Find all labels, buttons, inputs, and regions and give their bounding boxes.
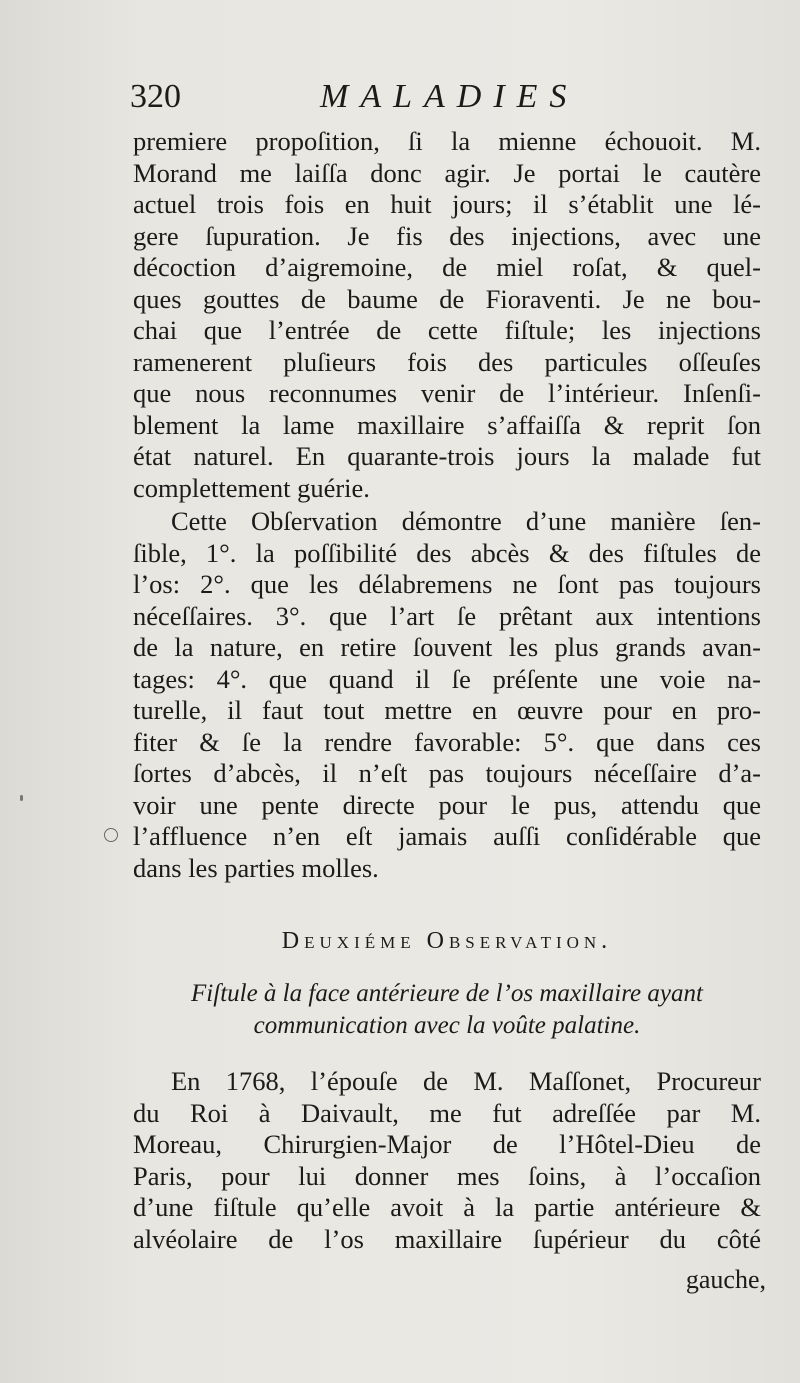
- text-line: Moreau, Chirurgien-Major de l’Hôtel-Dieu de: [133, 1129, 761, 1159]
- text-line: l’os: 2°. que les délabremens ne ſont pas toujours: [133, 569, 761, 599]
- text-line: fiter & ſe la rendre favorable: 5°. que dans ces: [133, 726, 761, 757]
- text-line: premiere propoſition, ſi la mienne échouoit. M.: [133, 126, 761, 156]
- running-title: MALADIES: [320, 78, 579, 115]
- text-line: ques gouttes de baume de Fioraventi. Je ne bou-: [133, 283, 761, 314]
- section-subtitle: [133, 978, 761, 1042]
- text-line: complettement guérie.: [133, 472, 370, 503]
- running-head: [130, 78, 770, 122]
- text-line: que nous reconnumes venir de l’intérieur. Inſenſi-: [133, 378, 761, 408]
- text-line: de la nature, en retire ſouvent les plus grands avan-: [133, 632, 761, 662]
- text-line: Morand me laiſſa donc agir. Je portai le cautère: [133, 157, 761, 188]
- text-line: actuel trois fois en huit jours; il s’établit une lé-: [133, 189, 761, 219]
- text-line: chai que l’entrée de cette fiſtule; les injections: [133, 315, 761, 345]
- text-line: voir une pente directe pour le pus, attendu que: [133, 789, 761, 820]
- text-line: tages: 4°. que quand il ſe préſente une voie na-: [133, 663, 761, 694]
- text-line: turelle, il faut tout mettre en œuvre pour en pro-: [133, 695, 761, 725]
- text-line: néceſſaires. 3°. que l’art ſe prêtant aux intentions: [133, 600, 761, 631]
- section-title: Deuxiéme Observation.: [281, 928, 613, 954]
- text-line: ſible, 1°. la poſſibilité des abcès & des fiſtules de: [133, 537, 761, 568]
- text-line: alvéolaire de l’os maxillaire ſupérieur du côté: [133, 1223, 761, 1254]
- text-line: décoction d’aigremoine, de miel roſat, & quel-: [133, 252, 761, 282]
- paragraph: [133, 126, 761, 504]
- paper-speck: [20, 795, 23, 801]
- text-line: ramenerent pluſieurs fois des particules oſſeuſes: [133, 346, 761, 377]
- paragraph: [133, 506, 761, 884]
- page-number: 320: [130, 78, 181, 115]
- text-line: l’affluence n’en eſt jamais auſſi conſidérable que: [133, 821, 761, 851]
- text-line: ſortes d’abcès, il n’eſt pas toujours néceſſaire d’a-: [133, 758, 761, 788]
- text-line: gere ſupuration. Je fis des injections, avec une: [133, 220, 761, 251]
- text-line: du Roi à Daivault, me fut adreſſée par M.: [133, 1097, 761, 1128]
- catchword: gauche,: [685, 1265, 766, 1294]
- text-line: blement la lame maxillaire s’affaiſſa & reprit ſon: [133, 409, 761, 440]
- text-line: dans les parties molles.: [133, 852, 379, 883]
- text-line: d’une fiſtule qu’elle avoit à la partie antérieure &: [133, 1192, 761, 1222]
- margin-circle-mark: [104, 828, 118, 842]
- body-text: [133, 126, 761, 884]
- paragraph: [133, 1066, 761, 1255]
- text-line: En 1768, l’épouſe de M. Maſſonet, Procureur: [171, 1066, 761, 1096]
- text-line: Cette Obſervation démontre d’une manière ſen-: [171, 506, 761, 536]
- text-line: état naturel. En quarante-trois jours la malade fut: [133, 441, 761, 471]
- subtitle-line: Fiſtule à la face antérieure de l’os maxillaire ayant: [191, 980, 703, 1007]
- text-line: Paris, pour lui donner mes ſoins, à l’occaſion: [133, 1160, 761, 1191]
- subtitle-line: communication avec la voûte palatine.: [253, 1012, 641, 1039]
